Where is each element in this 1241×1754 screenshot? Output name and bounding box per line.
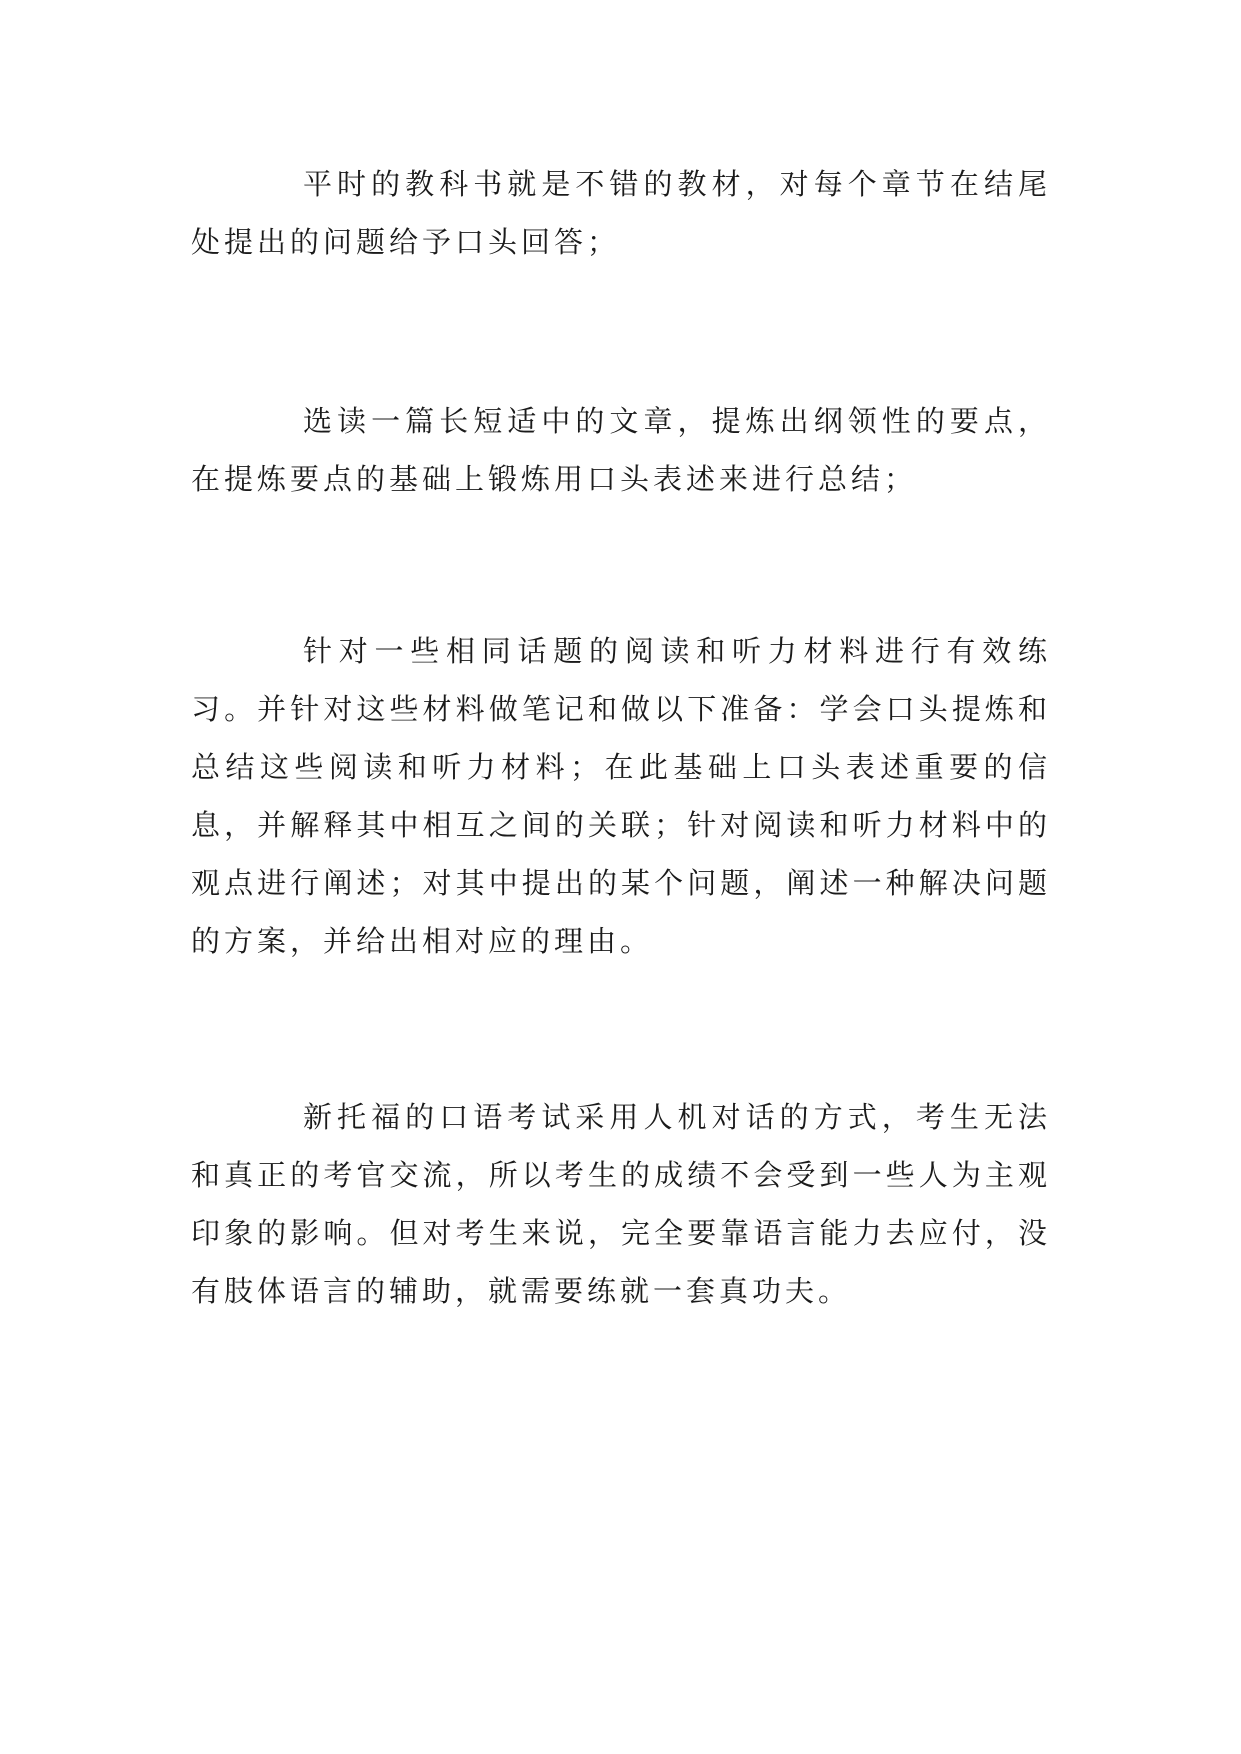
paragraph-reading-listening-practice: 针对一些相同话题的阅读和听力材料进行有效练习。并针对这些材料做笔记和做以下准备：学会口头提炼和总结这些阅读和听力材料；在此基础上口头表述重要的信息，并解释其中相互之间的关联；针对阅读和听力材料中的观点进行阐述；对其中提出的某个问题，阐述一种解决问题的方案，并给出相对应的理由。 [191,634,1051,958]
paragraph-article-summary: 选读一篇长短适中的文章，提炼出纲领性的要点，在提炼要点的基础上锻炼用口头表述来进行总结； [191,404,1051,496]
paragraph-textbook-answers: 平时的教科书就是不错的教材，对每个章节在结尾处提出的问题给予口头回答； [191,167,1051,259]
paragraph-speaking-exam-format: 新托福的口语考试采用人机对话的方式，考生无法和真正的考官交流，所以考生的成绩不会受到一些人为主观印象的影响。但对考生来说，完全要靠语言能力去应付，没有肢体语言的辅助，就需要练就一套真功夫。 [191,1100,1051,1308]
